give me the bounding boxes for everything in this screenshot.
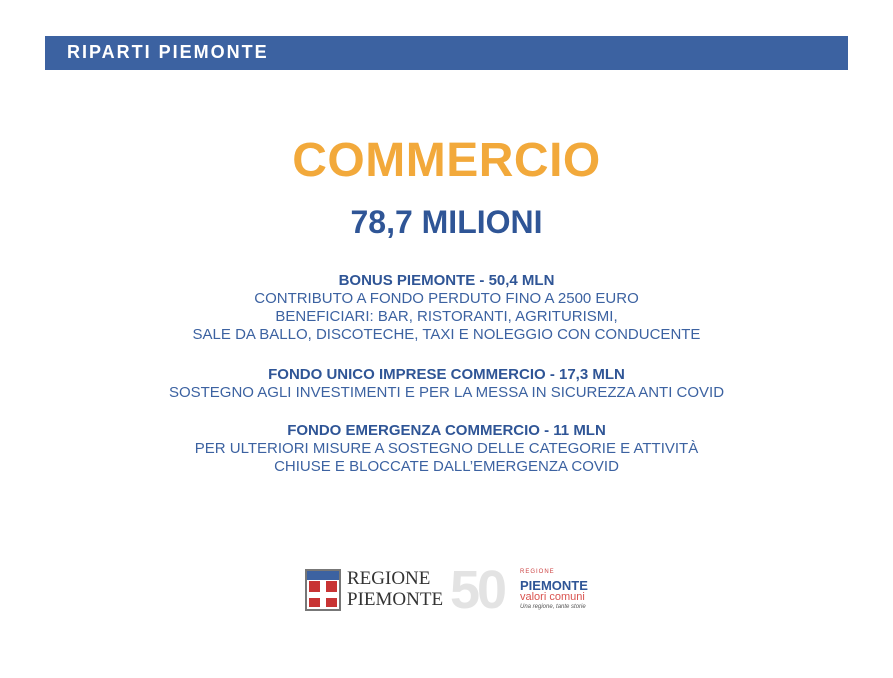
header-bar: [45, 36, 848, 70]
coat-of-arms-icon: [305, 569, 341, 611]
total-amount: 78,7 MILIONI: [350, 204, 543, 240]
page-title: COMMERCIO: [292, 134, 601, 187]
fifty-number: 50: [450, 560, 505, 620]
section-line: CONTRIBUTO A FONDO PERDUTO FINO A 2500 EURO: [254, 290, 639, 307]
section-line: CHIUSE E BLOCCATE DALL’EMERGENZA COVID: [274, 458, 619, 475]
regione-logo-text: REGIONE PIEMONTE: [347, 568, 444, 610]
section-fondo-unico: [0, 365, 893, 402]
fifty-small-label: REGIONE: [520, 569, 555, 575]
regione-piemonte-logo: [304, 567, 444, 613]
section-fondo-emergenza: [0, 421, 893, 476]
fifty-motto-label: Una regione, tante storie: [520, 604, 586, 610]
section-bonus-piemonte: [0, 271, 893, 344]
section-heading: FONDO EMERGENZA COMMERCIO - 11 MLN: [287, 422, 606, 439]
section-heading: BONUS PIEMONTE - 50,4 MLN: [338, 272, 555, 289]
footer-logos: [304, 560, 594, 620]
fifty-valori-label: valori comuni: [520, 591, 585, 603]
section-line: BENEFICIARI: BAR, RISTORANTI, AGRITURISMI,: [275, 308, 618, 325]
section-heading: FONDO UNICO IMPRESE COMMERCIO - 17,3 MLN: [268, 366, 625, 383]
fifty-piemonte-label: PIEMONTE: [520, 578, 588, 593]
fifty-years-logo: [450, 560, 594, 620]
section-line: PER ULTERIORI MISURE A SOSTEGNO DELLE CATEGORIE E ATTIVITÀ: [194, 440, 699, 457]
section-line: SALE DA BALLO, DISCOTECHE, TAXI E NOLEGGIO CON CONDUCENTE: [192, 326, 701, 343]
header-title: RIPARTI PIEMONTE: [67, 42, 269, 62]
section-line: SOSTEGNO AGLI INVESTIMENTI E PER LA MESSA IN SICUREZZA ANTI COVID: [168, 384, 725, 401]
